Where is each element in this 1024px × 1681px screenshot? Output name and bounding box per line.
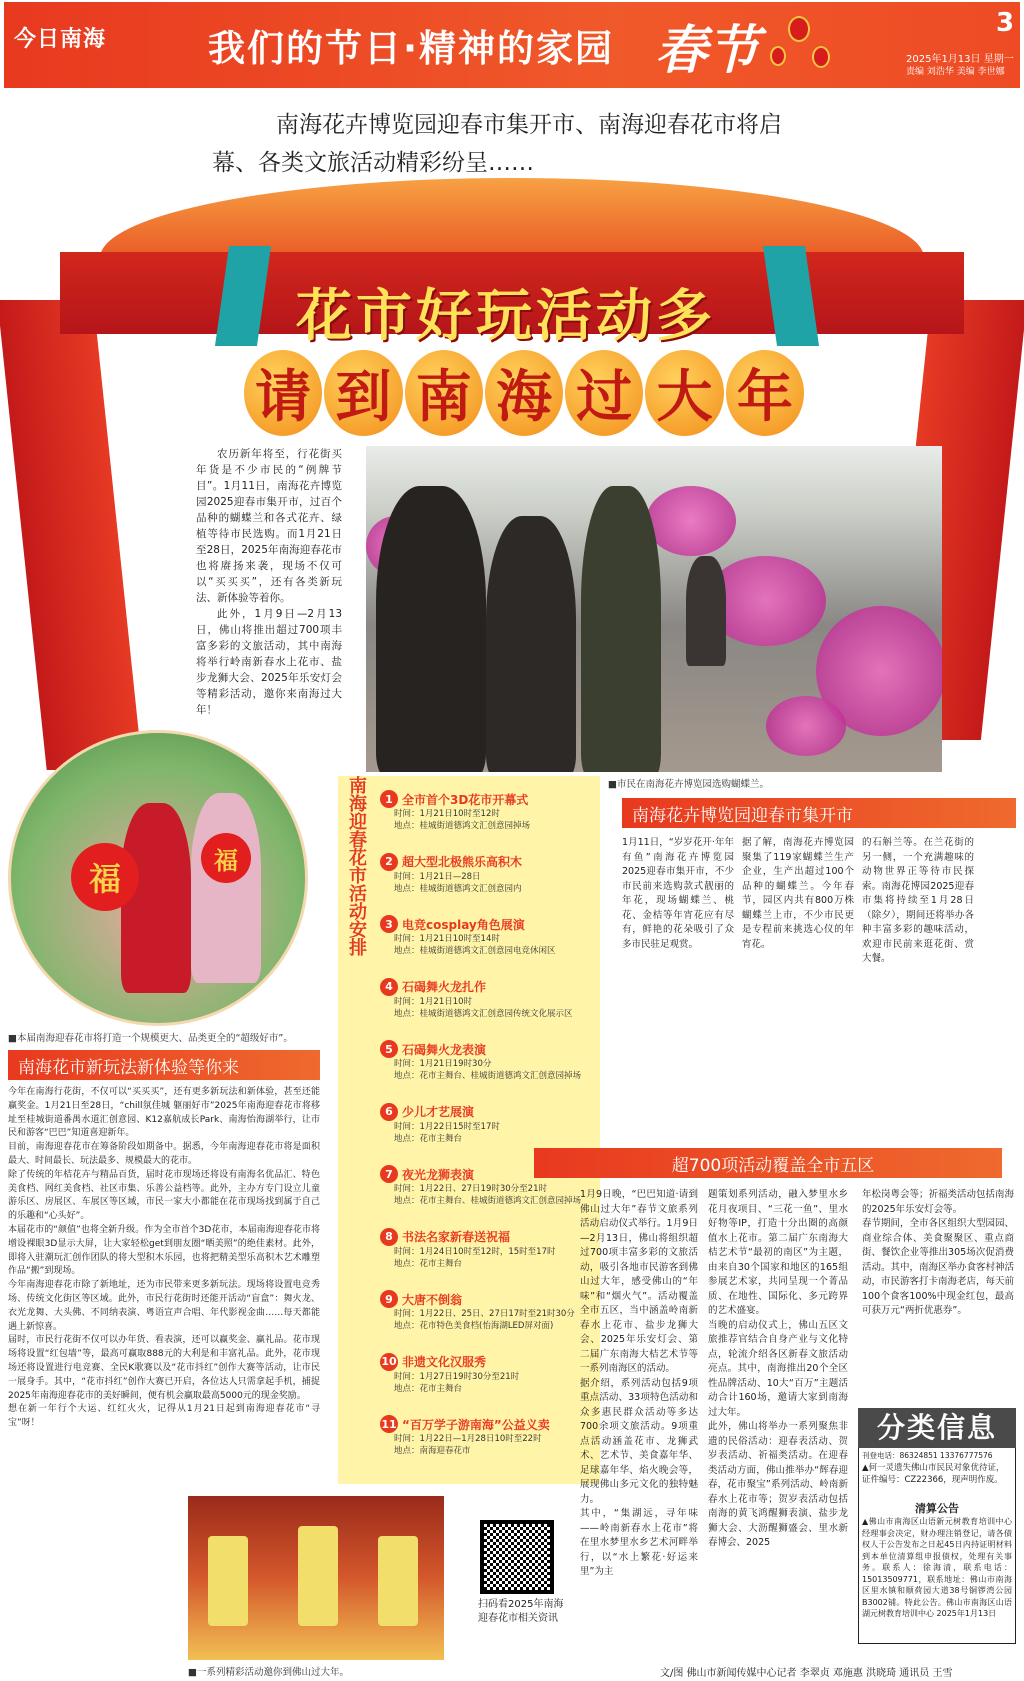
schedule-time: 时间：1月27日19时30分至21时 — [394, 1371, 520, 1382]
photo-caption: ■市民在南海花卉博览园选购蝴蝶兰。 — [608, 779, 769, 790]
qr-caption: 扫码看2025年南海迎春花市相关资讯 — [478, 1599, 564, 1624]
headline-line2: 幕、各类文旅活动精彩纷呈…… — [212, 150, 534, 176]
schedule-number: 2 — [380, 853, 398, 871]
section-header: 南海花市新玩法新体验等你来 — [8, 1050, 320, 1080]
article-column: 1月9日晚，“巴巴知道·请到佛山过大年”春节文旅系列活动启动仪式举行。1月9日—2月13日，佛山将组织超过700项丰富多彩的文旅活动，吸引各地市民游客到佛山过大年，感受佛山的“年味”和“烟火气”。活动覆盖全市五区，当中涵盖岭南新春水上花市、盐步龙狮大会、2025年乐安灯会、第二届广东南海大桔艺术节等一系列南海区的活动。 据介绍，系列活动包括9项重点活动、33项特色活动和众多惠民群众活动等多达700余项文旅活动。9项重点活动涵盖花市、龙狮武术、艺术节、美食嘉年华、足球嘉年华、焰火晚会等，展现佛山多元文化的独特魅力。 其中，“集湖远，寻年味——岭南新春水上花市”将在里水梦里水乡艺术河畔举行，以“水上繁花·好运来里”为主 — [580, 1189, 698, 1577]
schedule-name: 石碣舞火龙扎作 — [402, 980, 487, 994]
schedule-number: 1 — [380, 790, 398, 808]
schedule-time: 时间：1月21日—28日 — [394, 871, 481, 882]
schedule-number: 9 — [380, 1290, 398, 1308]
schedule-item — [380, 1228, 592, 1270]
feature-subtitle — [244, 350, 804, 436]
subtitle-char: 南 — [405, 350, 483, 436]
orchid-market-photo — [366, 446, 942, 772]
schedule-item — [380, 1103, 592, 1145]
schedule-time: 时间：1月21日10时 — [394, 996, 473, 1007]
article-column: 1月11日，“岁岁花开·年年有鱼”南海花卉博览园2025迎春市集开市，不少市民前来选购款式靓丽的年花，现场蝴蝶兰、桃花、金桔等年宵花应有尽有，鲜艳的花朵吸引了众多市民驻足观赏。 — [622, 837, 734, 950]
festival-title: 春节 — [655, 20, 760, 81]
schedule-place: 地点：花市特色美食档(怡海湖LED屏对面) — [394, 1321, 554, 1331]
schedule-item-row — [380, 1040, 592, 1058]
schedule-place: 地点：花市主舞台 — [394, 1258, 463, 1269]
schedule-time: 时间：1月22日15时至17时 — [394, 1121, 500, 1132]
schedule-number: 11 — [380, 1415, 398, 1433]
newspaper-logo: 今日南海 — [14, 26, 107, 52]
schedule-name: 书法名家新春送祝福 — [402, 1230, 511, 1244]
qr-code[interactable] — [480, 1520, 554, 1594]
schedule-name: “百万学子游南海”公益义卖 — [402, 1417, 550, 1432]
subtitle-char: 过 — [565, 350, 643, 436]
schedule-time: 时间：1月21日10时至12时 — [394, 809, 500, 819]
schedule-item — [380, 1290, 592, 1332]
schedule-item-row — [380, 915, 592, 933]
schedule-time: 时间：1月21日10时至14时 — [394, 934, 500, 944]
intro-paragraph: 此外，1月9日—2月13日，佛山将推出超过700项丰富多彩的文旅活动，其中南海将举行岭南新春水上花市、盐步龙狮大会、2025年乐安灯会等精彩活动，邀你来南海过大年！ — [196, 608, 342, 716]
schedule-place: 地点：桂城街道德鸿文汇创意园掉场 — [394, 821, 531, 831]
article-column: 今年在南海行花街，不仅可以“买买买”，还有更多新玩法和新体验，甚至还能赢奖金。1月21日至28日，“chill氛佳城 躯丽好市”2025年南海迎春花市将移址至桂城街道番禺水道汇创意园、K12嘉航成长Park、南海怡海湖举行，让市民和游客“巴巴”知道喜迎新年。 目前，南海迎春花市在筹备阶段如期备中。据悉，今年南海迎春花市将是面积最大、时间最长、玩法最多、规模最大的花市。 除了传统的年桔花卉与精品百货，届时花市现场还将设有南海名优品汇、特色美食档、网红美食档、社区市集、乐善公益档等。此外，主办方专门设立儿童游乐区、房展区、车展区等区域，市民一家大小都能在花市现场找到属于自己的乐趣和“心头好”。 本届花市的“颜值”也将全新升级。作为全市首个3D花市，本届南海迎春花市将增设裸眼3D显示大屏，让大家轻松get到朋友圈“晒美照”的绝佳素材。此外，即将入驻潮玩汇创作团队的将大型积木乐园，也将把精美型乐高积木艺术雕塑作品“搬”到现场。 今年南海迎春花市除了新地址，还为市民带来更多新玩法。现场将设置电竞秀场、传统文化街区等区域。此外，市民行花街时还能开活动“盲盒”：舞火龙、衣光龙舞、大头佛、不同纳表演、粤语宣声合唱、年代影视金曲……每天都能遇上新惊喜。 届时，市民行花街不仅可以办年货、看表演，还可以赢奖金、赢礼品。花市现场将设置“红包墙”等，最高可赢取888元的大利是和丰富礼品。此外，花市现场还将设置进行电竞赛、全民K歌赛以及“花市抖红”创作大赛等活动，让市民一展身手。其中，“花市抖红”创作大赛已开启，各位达人只需拿起手机，捕捉2025年南海迎春花市的美好瞬间，便有机会赢取最高5000元的现金奖励。 想在新一年行个大运、红红火火，记得从1月21日起到南海迎春花市“寻宝”呀！ — [8, 1087, 320, 1429]
schedule-item — [380, 915, 592, 957]
schedule-time: 时间：1月24日10时至12时，15时至17时 — [394, 1246, 556, 1257]
schedule-number: 4 — [380, 978, 398, 996]
schedule-name: 全市首个3D花市开幕式 — [402, 792, 529, 807]
schedule-time: 时间：1月22日、27日19时30分至21时 — [394, 1184, 547, 1194]
schedule-place: 地点：桂城街道德鸿文汇创意园内 — [394, 883, 522, 894]
schedule-time: 时间：1月22日、25日、27日17时至21时30分 — [394, 1309, 575, 1319]
photo-caption: ■本届南海迎春花市将打造一个规模更大、品类更全的“超级好市”。 — [8, 1033, 293, 1044]
subtitle-char: 海 — [485, 350, 563, 436]
schedule-name: 电竞cosplay角色展演 — [402, 917, 525, 932]
schedule-item — [380, 1415, 592, 1457]
schedule-name: 非遗文化汉服秀 — [402, 1355, 487, 1369]
schedule-item-row — [380, 978, 592, 996]
schedule-number: 3 — [380, 915, 398, 933]
schedule-item — [380, 978, 592, 1020]
lantern-icon — [788, 16, 810, 42]
classified-item: ▲何一灵遗失佛山市民民对象优待证，证件编号：CZ22366，现声明作废。 — [862, 1463, 1005, 1485]
schedule-name: 石碣舞火龙表演 — [402, 1042, 487, 1057]
schedule-item-row — [380, 1103, 592, 1121]
subtitle-char: 年 — [726, 350, 804, 436]
photo-caption: ■一系列精彩活动邀你到佛山过大年。 — [188, 1667, 349, 1678]
classified-header: 分类信息 — [858, 1408, 1016, 1448]
subtitle-char: 请 — [244, 350, 322, 436]
schedule-item — [380, 853, 592, 895]
schedule-time: 时间：1月21日19时30分 — [394, 1059, 492, 1069]
schedule-place: 地点：花市主舞台 — [394, 1383, 463, 1394]
schedule-place: 地点：花市主舞台、桂城街道德鸿文汇创意园掉场 — [394, 1071, 582, 1081]
schedule-number: 10 — [380, 1353, 398, 1371]
section-header: 超700项活动覆盖全市五区 — [534, 1148, 1002, 1178]
schedule-item-row — [380, 1228, 592, 1246]
schedule-item-row — [380, 1415, 592, 1433]
article-column: 年松岗粤会等；祈福类活动包括南海的2025年乐安灯会等。 春节期间，全市各区组织大型园园、商业综合体、美食聚聚区、重点商街、餐饮企业等推出305场次促消费活动。其中，南海区举办食客村神活动，市民游客打卡南海老店，每天前100个食客100%中现金红包，最高可获万元“两折优惠券”。 — [862, 1189, 1015, 1316]
schedule-name: 夜光龙狮表演 — [402, 1167, 475, 1182]
intro-text — [196, 446, 342, 718]
feature-title: 花市好玩活动多 — [296, 284, 716, 349]
lantern-icon — [812, 46, 830, 68]
classified-item: ▲佛山市南海区山语新元树教育培训中心经理事会决定，财办理注销登记，请各债权人于公告发布之日起45日内持证明材料到本单位清算组申报债权，处理有关事务。联系人：徐海清，联系电话：15013509771，联系地址：佛山市南海区里水镇和顺荷园大道38号铜锣湾公园B3002铺。特此公告。佛山市南海区山语湖元树教育培训中心 2025年1月13日 — [862, 1517, 1012, 1618]
article-column: 的石斛兰等。在兰花街的另一侧，一个充满趣味的动物世界正等待市民探索。南海花博园2025迎春市集将持续至1月28日（除夕），期间还将举办各种丰富多彩的趣味活动，欢迎市民前来逛花街、赏大餐。 — [862, 837, 974, 964]
schedule-name: 大唐不倒翁 — [402, 1292, 463, 1307]
schedule-number: 6 — [380, 1103, 398, 1121]
schedule-name: 超大型北极熊乐高积木 — [402, 855, 523, 869]
schedule-item-row — [380, 1290, 592, 1308]
lantern-icon — [770, 46, 786, 66]
schedule-number: 7 — [380, 1165, 398, 1183]
schedule-item-row — [380, 790, 592, 808]
schedule-place: 地点：桂城街道德鸿文汇创意园传统文化展示区 — [394, 1008, 573, 1019]
schedule-item-row — [380, 853, 592, 871]
editor-credits: 责编 刘浩华 美编 李世娜 — [906, 67, 1005, 77]
byline: 文/图 佛山市新闻传媒中心记者 李翠贞 邓施惠 洪晓琦 通讯员 王雪 — [660, 1668, 953, 1679]
girls-with-decorations-photo: 福 福 — [8, 730, 308, 1026]
lion-dance-photo — [188, 1496, 444, 1660]
schedule-number: 8 — [380, 1228, 398, 1246]
classified-phone: 刊登电话：86324851 13376777576 — [862, 1451, 993, 1460]
classified-subheader: 清算公告 — [915, 1502, 959, 1515]
page-number: 3 — [996, 8, 1015, 38]
schedule-place: 地点：花市主舞台、桂城街道德鸿文汇创意园掉场 — [394, 1196, 582, 1206]
subtitle-char: 到 — [324, 350, 402, 436]
schedule-title: 南海迎春花市活动安排 — [346, 776, 367, 956]
gate-pillar-left — [0, 300, 143, 770]
schedule-item — [380, 790, 592, 832]
schedule-number: 5 — [380, 1040, 398, 1058]
article-column: 据了解，南海花卉博览园聚集了119家蝴蝶兰生产企业，生产出超过100个品种的蝴蝶兰。今年春节，园区内共有800万株蝴蝶兰上市，不少市民更是专程前来挑选心仪的年宵花。 — [742, 837, 854, 950]
schedule-time: 时间：1月22日—1月28日10时至22时 — [394, 1434, 542, 1444]
headline-line1: 南海花卉博览园迎春市集开市、南海迎春花市将启 — [276, 112, 782, 138]
masthead-slogan: 我们的节日·精神的家园 — [208, 27, 615, 70]
intro-paragraph: 农历新年将至，行花街买年货是不少市民的“例牌节目”。1月11日，南海花卉博览园2025迎春市集开市，过百个品种的蝴蝶兰和各式花卉、绿植等待市民选购。而1月21日至28日，2025年南海迎春花市也将赓扬来袭，现场不仅可以“买买买”，还有各类新玩法、新体验等着你。 — [196, 448, 342, 604]
schedule-place: 地点：南海迎春花市 — [394, 1446, 471, 1456]
schedule-place: 地点：花市主舞台 — [394, 1133, 463, 1144]
schedule-item — [380, 1040, 592, 1082]
schedule-name: 少儿才艺展演 — [402, 1105, 475, 1119]
article-column: 题策划系列活动，融入梦里水乡花月夜项目、“三花一鱼”、里水好物等IP，打造十分出圈的高颜值水上花市。第二届广东南海大桔艺术节“最初的南区”为主题，由来自30个国家和地区的165组参展艺术家，共同呈现一个菁品质、在地性、国际化、多元跨界的艺术盛宴。 当晚的启动仪式上，佛山五区文旅推荐官结合自身产业与文化特点，轮流介绍各区新春文旅活动亮点。其中，南海推出20个全区性品牌活动、10大“百万”主题活动合计160场，邀请大家到南海过大年。 此外，佛山将举办一系列聚焦非遗的民俗活动：迎春表活动、贺岁表活动、祈福类活动。在迎春类活动方面，佛山推举办“辉春迎春，花市聚宝”系列活动、岭南新春水上花市等；贺岁表活动包括南海的黄飞鸿醒狮表演、盐步龙狮大会、大沥醒狮盛会、里水新春博会、2025 — [708, 1189, 848, 1548]
schedule-item-row — [380, 1353, 592, 1371]
section-header: 南海花卉博览园迎春市集开市 — [622, 798, 1016, 828]
issue-date: 2025年1月13日 星期一 — [906, 54, 1014, 65]
subtitle-char: 大 — [645, 350, 723, 436]
schedule-place: 地点：桂城街道德鸿文汇创意园电竞休闲区 — [394, 946, 556, 956]
schedule-item — [380, 1353, 592, 1395]
